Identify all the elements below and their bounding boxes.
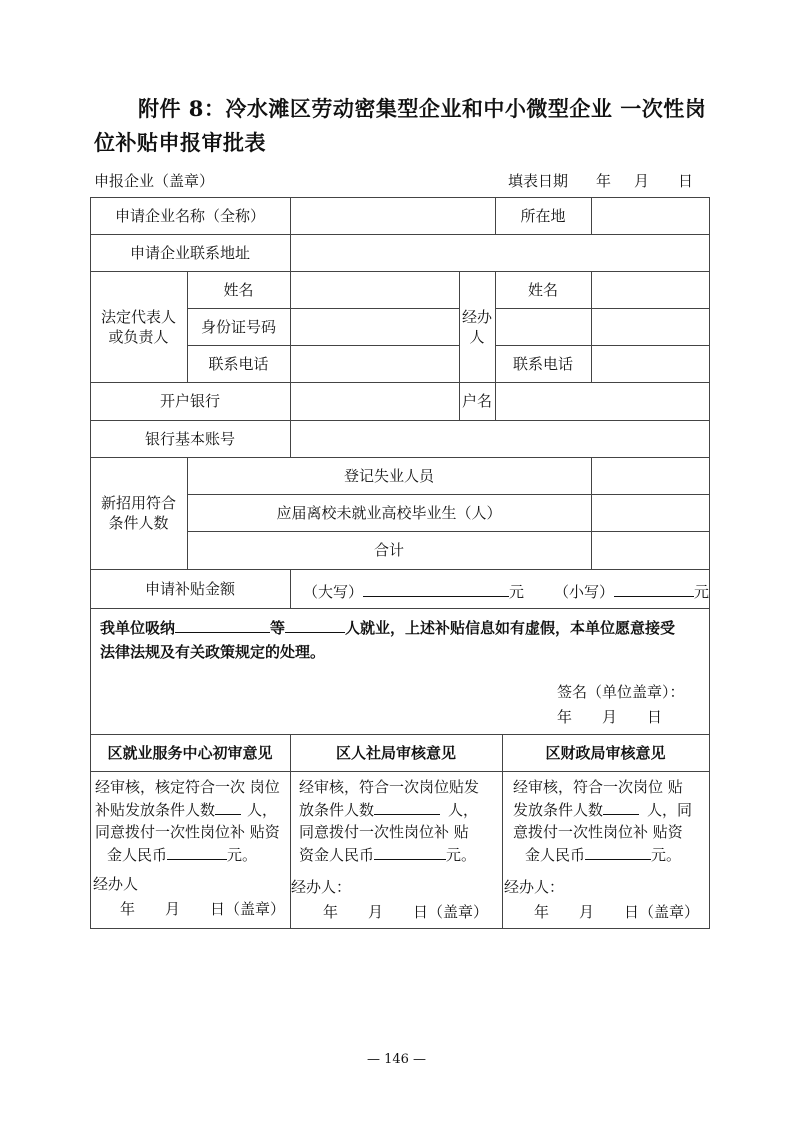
fill-date-label: 填表日期 — [508, 172, 569, 190]
subsidy-amount-row — [303, 580, 709, 603]
registered-unemployed-field[interactable] — [591, 457, 709, 494]
xiaoxie-yuan: 元 — [694, 583, 710, 601]
bank-account-field[interactable] — [290, 420, 709, 457]
review-opinion-finance-bureau: 经审核，符合一次岗位 贴 发放条件人数 人，同 意拨付一次性岗位补 贴资 金人民币 元。 — [513, 778, 693, 864]
company-seal-label: 申报企业（盖章） — [94, 172, 215, 190]
handler-phone-field[interactable] — [591, 345, 709, 382]
handler-label: 经办人 — [462, 307, 493, 346]
review-3-count-field[interactable] — [603, 798, 639, 815]
rep-id-label: 身份证号码 — [200, 317, 276, 336]
rep-id-field[interactable] — [290, 308, 459, 345]
company-address-label: 申请企业联系地址 — [129, 243, 250, 262]
daxie-label: （大写） — [303, 583, 364, 601]
company-address-field[interactable] — [290, 234, 709, 271]
review-1-amount-field[interactable] — [167, 843, 227, 860]
company-name-field[interactable] — [290, 197, 495, 234]
date-month: 月 — [634, 172, 650, 190]
review-3-amount-field[interactable] — [585, 843, 651, 860]
rep-phone-field[interactable] — [290, 345, 459, 382]
page-title — [94, 92, 714, 160]
review-1-count-field[interactable] — [215, 798, 241, 815]
review-1-handler: 经办人 — [93, 875, 139, 893]
bank-label: 开户银行 — [159, 392, 220, 410]
registered-unemployed-label: 登记失业人员 — [343, 466, 434, 485]
account-name-label: 户名 — [461, 392, 492, 410]
declaration-date: 年 月 日 — [557, 708, 663, 726]
review-2-date: 年 月 日（盖章） — [323, 903, 489, 921]
subsidy-amount-label: 申请补贴金额 — [144, 579, 235, 598]
daxie-field[interactable] — [363, 580, 509, 597]
handler-phone-label: 联系电话 — [512, 354, 573, 373]
date-year: 年 — [596, 172, 612, 190]
review-opinion-hr-bureau: 经审核，符合一次岗位贴发 放条件人数 人， 同意拨付一次性岗位补 贴 资金人民币 元。 — [299, 778, 480, 864]
account-name-field[interactable] — [495, 382, 709, 420]
total-field[interactable] — [591, 531, 709, 569]
declaration-blank-2[interactable] — [285, 616, 345, 633]
graduates-field[interactable] — [591, 494, 709, 531]
review-2-amount-field[interactable] — [374, 843, 446, 860]
declaration-blank-1[interactable] — [175, 616, 270, 633]
rep-name-field[interactable] — [290, 271, 459, 308]
legal-rep-label: 法定代表人或负责人 — [100, 307, 176, 346]
review-header-hr-bureau: 区人社局审核意见 — [335, 743, 456, 762]
date-day: 日 — [678, 172, 694, 190]
bank-field[interactable] — [290, 382, 459, 420]
title-line-2: 位补贴申报审批表 — [94, 130, 266, 155]
review-header-finance-bureau: 区财政局审核意见 — [545, 743, 666, 762]
new-hires-label: 新招用符合条件人数 — [100, 494, 176, 532]
handler-name-label: 姓名 — [527, 280, 558, 299]
review-header-employment-center: 区就业服务中心初审意见 — [107, 743, 273, 762]
graduates-label: 应届离校未就业高校毕业生（人） — [276, 503, 502, 522]
review-1-date: 年 月 日（盖章） — [120, 900, 286, 918]
company-name-label: 申请企业名称（全称） — [114, 206, 265, 225]
total-label: 合计 — [373, 541, 404, 559]
bank-account-label: 银行基本账号 — [144, 429, 235, 448]
xiaoxie-label: （小写） — [554, 583, 615, 601]
title-line-1: 附件 8：冷水滩区劳动密集型企业和中小微型企业 一次性岗 — [138, 96, 707, 121]
review-2-handler: 经办人： — [291, 878, 352, 896]
rep-name-label: 姓名 — [223, 280, 254, 299]
daxie-yuan: 元 — [509, 583, 525, 601]
declaration-sign: 签名（单位盖章）： — [557, 683, 685, 701]
handler-id-field[interactable] — [495, 308, 709, 345]
review-2-count-field[interactable] — [374, 798, 440, 815]
declaration-text: 我单位吸纳 等 人就业，上述补贴信息如有虚假，本单位愿意接受 法律法规及有关政策规定的处理。 — [100, 616, 705, 664]
page-number: — 146 — — [366, 1052, 427, 1067]
review-opinion-employment-center: 经审核，核定符合一次 岗位 补贴发放条件人数 人， 同意拨付一次性岗位补 贴资 金人民币 元。 — [95, 778, 280, 864]
review-3-date: 年 月 日（盖章） — [534, 903, 700, 921]
location-label: 所在地 — [520, 206, 566, 225]
xiaoxie-field[interactable] — [614, 580, 694, 597]
location-field[interactable] — [591, 197, 709, 234]
rep-phone-label: 联系电话 — [208, 354, 269, 373]
handler-name-field[interactable] — [591, 271, 709, 308]
review-3-handler: 经办人： — [504, 878, 565, 896]
